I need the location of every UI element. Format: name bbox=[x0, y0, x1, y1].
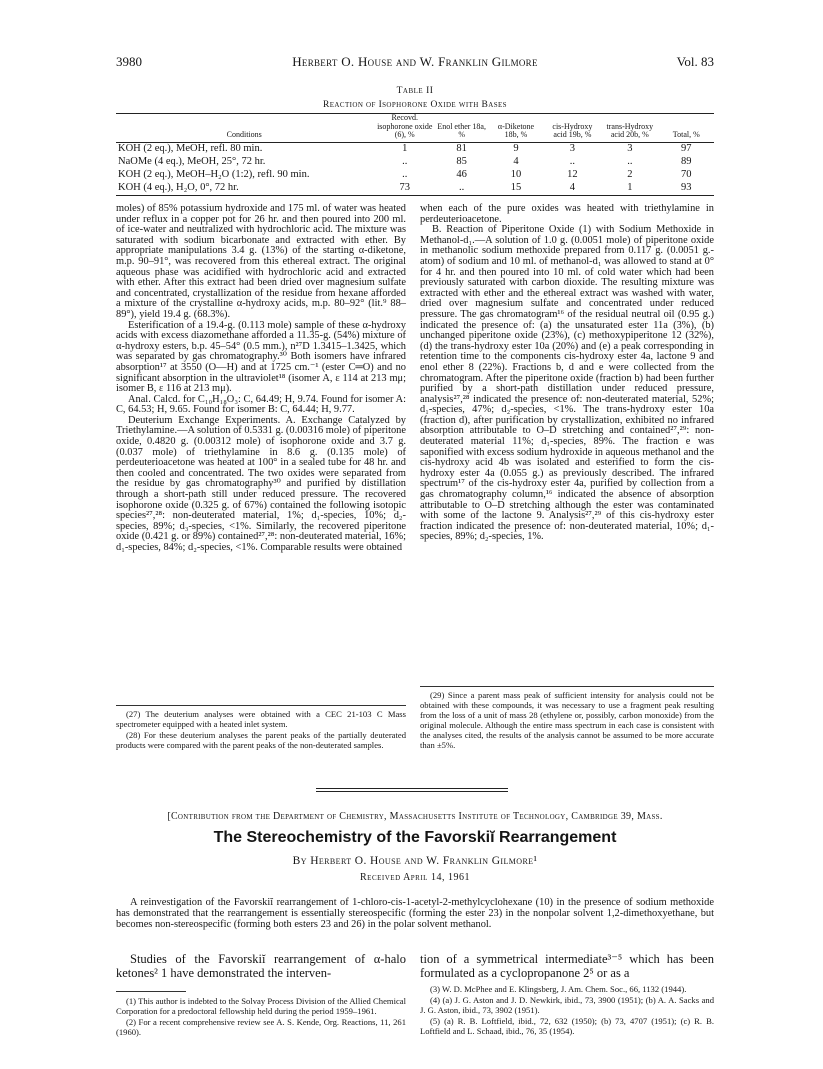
data-table bbox=[116, 113, 714, 196]
footnote: (27) The deuterium analyses were obtained with a CEC 21-103 C Mass spectrometer equipped with a heated inlet system. bbox=[116, 709, 406, 729]
table-header-cell: Total, % bbox=[672, 130, 700, 139]
table-cell: 3 bbox=[627, 143, 633, 154]
paragraph: moles) of 85% potassium hydroxide and 175 ml. of water was heated under reflux in a copper pot for 26 hr. and then poured into 200 ml. of ice-water and neutralized with hydrochloric acid. The mixture was saturated with sodium bicarbonate and extracted with ether. By appropriate manipulations 3.4 g. (13%) of the starting α-diketone, m.p. 90–91°, was recovered from this ethereal extract. The original aqueous phase was acidified with hydrochloric acid and extracted with ether. After this extract had been dried over magnesium sulfate and concentrated, crystallization of the residue from hexane afforded a mixture of the crystalline α-hydroxy acids, m.p. 80–92° (lit.⁹ 88–89°), yield 19.4 g. (68.3%). bbox=[116, 203, 406, 320]
table-cell: 73 bbox=[399, 182, 410, 193]
table-cell: 97 bbox=[681, 143, 692, 154]
article-title: The Stereochemistry of the Favorskiĭ Rearrangement bbox=[213, 829, 617, 846]
footnote: (28) For these deuterium analyses the parent peaks of the partially deuterated products were compared with the parent peaks of the non-deuterated samples. bbox=[116, 730, 406, 750]
table-cell: .. bbox=[459, 182, 465, 193]
table-header-cell: Enol ether 18a, % bbox=[437, 121, 486, 139]
footnote: (1) This author is indebted to the Solvay Process Division of the Allied Chemical Corporation for a predoctoral fellowship held during the period 1959–1961. bbox=[116, 996, 406, 1016]
volume-label: Vol. 83 bbox=[676, 54, 714, 69]
paragraph: when each of the pure oxides was heated with triethylamine in perdeuterioacetone. bbox=[420, 203, 714, 225]
table-cell: NaOMe (4 eq.), MeOH, 25°, 72 hr. bbox=[118, 156, 266, 167]
table-cell: 93 bbox=[681, 182, 692, 193]
table-cell: 12 bbox=[567, 169, 578, 180]
footnote: (29) Since a parent mass peak of sufficient intensity for analysis could not be obtained with these compounds, it was necessary to use a fragment peak resulting from the loss of a unit of mass 28 (ethylene or, possibly, carbon monoxide) from the original molecule. Although the entire mass spectrum in each case is consistent with the analyses cited, the results of the analysis cannot be assumed to be more accurate than ±5%. bbox=[420, 690, 714, 750]
table-cell: 89 bbox=[681, 156, 692, 167]
table-cell: 46 bbox=[456, 169, 467, 180]
paragraph: Deuterium Exchange Experiments. A. Exchange Catalyzed by Triethylamine.—A solution of 0.5331 g. (0.00316 mole) of piperitone oxide, 0.4820 g. (0.00312 mole) of isophorone oxide and 3.7 g. (0.037 mole) of triethylamine in 8.6 g. (0.135 mole) of perdeuterioacetone was heated at 100° in a sealed tube for 48 hr. and then cooled and concentrated. The two oxides were separated from the residue by gas chromatography³⁰ and purified by distillation through a short-path still under reduced pressure. The recovered isophorone oxide (0.325 g. of 67%) contained the following isotopic species²⁷,²⁸: non-deuterated material, 1%; d₁-species, 10%; d₂-species, 89%; d₃-species, <1%. Similarly, the recovered piperitone oxide (0.421 g. or 89%) contained²⁷,²⁸: non-deuterated material, 16%; d₁-species, 84%; d₂-species, <1%. Comparable results were obtained bbox=[116, 414, 406, 553]
table-row bbox=[116, 182, 714, 196]
page-number: 3980 bbox=[116, 54, 142, 69]
paragraph: Esterification of a 19.4-g. (0.113 mole) sample of these α-hydroxy acids with excess diazomethane afforded a 11.35-g. (54%) mixture of α-hydroxy esters, b.p. 45–54° (0.5 mm.), n²⁷D 1.3415–1.3425, which was separated by gas chromatography.³⁰ Both isomers have infrared absorption¹⁷ at 3550 (O—H) and at 1725 cm.⁻¹ (ester C═O) and no significant absorption in the ultraviolet¹⁸ (isomer A, ε 114 at 213 mμ; isomer B, ε 116 at 213 mμ). bbox=[116, 319, 406, 395]
table-cell: .. bbox=[402, 156, 408, 167]
footnote-rule bbox=[116, 991, 186, 992]
table-cell: KOH (2 eq.), MeOH, refl. 80 min. bbox=[118, 143, 263, 154]
table-cell: .. bbox=[569, 156, 576, 167]
table-cell: 85 bbox=[456, 156, 467, 167]
right-column bbox=[420, 204, 714, 543]
table-cell: 1 bbox=[627, 182, 633, 193]
paragraph: Studies of the Favorskiĭ rearrangement of α-halo ketones² 1 have demonstrated the interven- bbox=[116, 952, 406, 980]
table-header-cell: Recovd. isophorone oxide (6), % bbox=[377, 113, 433, 139]
table-cell: 2 bbox=[627, 169, 633, 180]
article-separator bbox=[316, 791, 508, 792]
contribution-line: [Contribution from the Department of Chemistry, Massachusetts Institute of Technology, Cambridge 39, Mass. bbox=[167, 811, 663, 822]
footnote: (4) (a) J. G. Aston and J. D. Newkirk, ibid., 73, 3900 (1951); (b) A. A. Sacks and J. G. Aston, ibid., 73, 3902 (1951). bbox=[420, 995, 714, 1015]
table-cell: 9 bbox=[513, 143, 519, 154]
article-separator bbox=[316, 788, 508, 789]
bottom-left-footnotes bbox=[116, 996, 406, 1038]
footnote: (5) (a) R. B. Loftfield, ibid., 72, 632 (1950); (b) 73, 4707 (1951); (c) R. B. Loftfield and L. Schaad, ibid., 76, 35 (1954). bbox=[420, 1016, 714, 1036]
intro-right bbox=[420, 952, 714, 980]
abstract-text: A reinvestigation of the Favorskiĭ rearrangement of 1-chloro-cis-1-acetyl-2-methylcyclohexane (10) in the presence of sodium methoxide has demonstrated that the rearrangement is essentially stereospecific (forming the ester 23) in the nonpolar solvent 1,2-dimethoxyethane, but becomes non-stereospecific (forming both esters 23 and 26) in the polar solvent methanol. bbox=[116, 897, 714, 930]
paragraph: Anal. Calcd. for C₁₀H₁₈O₃: C, 64.49; H, 9.74. Found for isomer A: C, 64.53; H, 9.65. Found for isomer B: C, 64.44; H, 9.77. bbox=[116, 393, 406, 416]
footnote: (3) W. D. McPhee and E. Klingsberg, J. Am. Chem. Soc., 66, 1132 (1944). bbox=[430, 984, 687, 994]
intro-left bbox=[116, 952, 406, 980]
table-cell: KOH (2 eq.), MeOH–H₂O (1:2), refl. 90 min. bbox=[118, 169, 310, 180]
paragraph: tion of a symmetrical intermediate³⁻⁵ which has been formulated as a cyclopropanone 2⁵ or as a bbox=[420, 952, 714, 980]
running-header bbox=[116, 54, 714, 70]
right-footnotes bbox=[420, 690, 714, 751]
table-cell: 10 bbox=[510, 169, 522, 180]
table-cell: 4 bbox=[569, 182, 576, 193]
running-authors: Herbert O. House and W. Franklin Gilmore bbox=[292, 54, 538, 69]
table-header-cell: trans-Hydroxy acid 20b, % bbox=[606, 121, 654, 139]
bottom-right-footnotes bbox=[420, 984, 714, 1037]
table-header-cell: α-Diketone 18b, % bbox=[497, 121, 535, 139]
paragraph: B. Reaction of Piperitone Oxide (1) with Sodium Methoxide in Methanol-d₁.—A solution of 1.0 g. (0.0051 mole) of piperitone oxide in methanolic sodium methoxide prepared from 0.117 g. (0.0051 g.-atom) of sodium and 10 ml. of methanol-d₁ was allowed to stand at 0° for 4 hr. and then poured into 10 ml. of cold water which had been previously saturated with carbon dioxide. The resulting mixture was extracted with ether and the ethereal extract was washed with water, dried over magnesium sulfate and concentrated under reduced pressure. The gas chromatogram¹⁶ of the residual neutral oil (0.95 g.) indicated the presence of: (a) the unsaturated ester 11a (3%), (b) unchanged piperitone oxide (23%), (c) methoxypiperitone 12 (32%), (d) the trans-hydroxy ester 10a (20%) and (e) a peak corresponding in retention time to the components cis-hydroxy ester 4a, lactone 9 and enol ether 8 (22%). Fractions b, d and e were collected from the chromatogram. After the piperitone oxide (fraction b) had been further purified by a short-path distillation under reduced pressure, analysis²⁷,²⁸ indicated the presence of: non-deuterated material, 52%; d₁-species, 47%; d₂-species, <1%. The trans-hydroxy ester 10a (fraction d), after purification by crystallization, exhibited no infrared absorption attributable to O–D stretching and contained²⁷,²⁹: non-deuterated material 11%; d₁-species, 89%. The fraction e was saponified with excess sodium hydroxide in aqueous methanol and the cis-hydroxy acid 4b was isolated and esterified to form the cis-hydroxy ester 4a (0.055 g.) as previously described. The infrared spectrum¹⁷ of the cis-hydroxy ester 4a, purified by collection from a gas chromatography column,¹⁶ indicated the absence of absorption attributable to O–D stretching although the ester was contaminated with some of the lactone 9. Analysis²⁷,²⁹ of this cis-hydroxy ester fraction indicated the presence of: non-deuterated material, 10%; d₁-species, 89%; d₂-species, 1%. bbox=[420, 224, 714, 543]
table-cell: .. bbox=[402, 169, 408, 180]
byline: By Herbert O. House and W. Franklin Gilmore¹ bbox=[292, 855, 538, 867]
table-header-cell: Conditions bbox=[226, 130, 262, 139]
footnote-rule bbox=[420, 686, 714, 687]
table-row bbox=[116, 169, 714, 182]
table-caption: Reaction of Isophorone Oxide with Bases bbox=[323, 100, 507, 110]
table-cell: KOH (4 eq.), H₂O, 0°, 72 hr. bbox=[118, 182, 239, 193]
table-cell: 70 bbox=[681, 169, 692, 180]
table-cell: 15 bbox=[510, 182, 522, 193]
table-row bbox=[116, 142, 714, 156]
footnote-rule bbox=[116, 705, 406, 706]
table-cell: 4 bbox=[513, 156, 519, 167]
table-cell: 3 bbox=[569, 143, 576, 154]
received-date: Received April 14, 1961 bbox=[360, 872, 470, 883]
table-cell: 81 bbox=[456, 143, 467, 154]
footnote: (2) For a recent comprehensive review see A. S. Kende, Org. Reactions, 11, 261 (1960). bbox=[116, 1017, 406, 1037]
table-header-cell: cis-Hydroxy acid 19b, % bbox=[552, 121, 593, 139]
left-column bbox=[116, 204, 406, 554]
table-cell: 1 bbox=[402, 143, 408, 154]
left-footnotes bbox=[116, 709, 406, 751]
table-row bbox=[116, 156, 714, 169]
table-cell: .. bbox=[627, 156, 633, 167]
table-title: Table II bbox=[396, 86, 434, 96]
abstract bbox=[116, 897, 714, 930]
